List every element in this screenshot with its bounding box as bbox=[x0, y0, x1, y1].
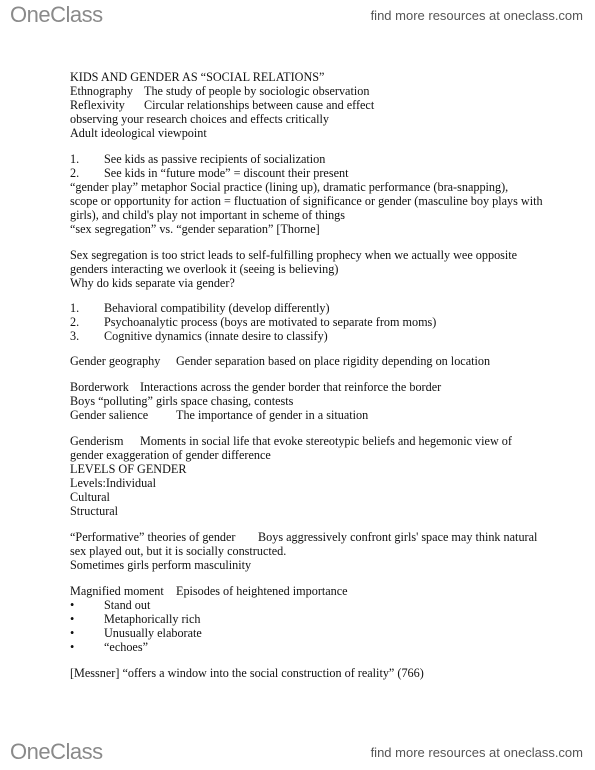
list-text: Metaphorically rich bbox=[104, 612, 201, 626]
reflexivity-definition: Circular relationships between cause and effect bbox=[144, 98, 375, 112]
oneclass-logo[interactable]: OneClass bbox=[10, 739, 103, 764]
genderism-term: Genderism bbox=[70, 434, 124, 448]
footer-tagline-link[interactable]: find more resources at oneclass.com bbox=[370, 745, 583, 760]
levels-cultural: Cultural bbox=[70, 490, 110, 504]
gender-geography-row bbox=[70, 354, 491, 368]
list-text: Stand out bbox=[104, 598, 151, 612]
reflexivity-row bbox=[70, 98, 375, 112]
segregation-line-1: Sex segregation is too strict leads to self-fulfilling prophecy when we actually wee opposite bbox=[70, 248, 518, 262]
genderism-row bbox=[70, 434, 512, 448]
list-item bbox=[70, 301, 330, 315]
why-separate-question: Why do kids separate via gender? bbox=[70, 276, 235, 290]
list-number: 2. bbox=[70, 315, 80, 329]
levels-individual: Levels:Individual bbox=[70, 476, 156, 490]
performative-line-3: Sometimes girls perform masculinity bbox=[70, 558, 252, 572]
oneclass-logo[interactable]: OneClass bbox=[10, 2, 103, 27]
list-text: Behavioral compatibility (develop differently) bbox=[104, 301, 330, 315]
bullet-icon: • bbox=[70, 626, 75, 640]
observing-line: observing your research choices and effects critically bbox=[70, 112, 329, 126]
list-item bbox=[70, 166, 349, 180]
bullet-icon: • bbox=[70, 598, 75, 612]
list-number: 2. bbox=[70, 166, 80, 180]
borderwork-definition: Interactions across the gender border that reinforce the border bbox=[140, 380, 442, 394]
gender-salience-term: Gender salience bbox=[70, 408, 149, 422]
performative-definition: Boys aggressively confront girls' space may think natural bbox=[258, 530, 538, 544]
gender-salience-definition: The importance of gender in a situation bbox=[176, 408, 369, 422]
segregation-vs-separation: “sex segregation” vs. “gender separation” [Thorne] bbox=[70, 222, 320, 236]
magnified-moment-row bbox=[70, 584, 348, 598]
ethnography-term: Ethnography bbox=[70, 84, 133, 98]
list-text: Cognitive dynamics (innate desire to classify) bbox=[104, 329, 328, 343]
list-item bbox=[70, 315, 437, 329]
page-footer bbox=[0, 737, 595, 769]
bullet-icon: • bbox=[70, 612, 75, 626]
messner-quote: [Messner] “offers a window into the social construction of reality” (766) bbox=[70, 666, 424, 680]
performative-line-2: sex played out, but it is socially constructed. bbox=[70, 544, 287, 558]
list-number: 1. bbox=[70, 301, 80, 315]
header-tagline-link[interactable]: find more resources at oneclass.com bbox=[370, 8, 583, 23]
gender-play-line-2: scope or opportunity for action = fluctuation of significance or gender (masculine boy plays with bbox=[70, 194, 543, 208]
performative-row bbox=[70, 530, 538, 544]
list-text: See kids in “future mode” = discount their present bbox=[104, 166, 349, 180]
polluting-line: Boys “polluting” girls space chasing, contests bbox=[70, 394, 294, 408]
list-text: Unusually elaborate bbox=[104, 626, 202, 640]
borderwork-term: Borderwork bbox=[70, 380, 129, 394]
borderwork-row bbox=[70, 380, 442, 394]
list-number: 3. bbox=[70, 329, 80, 343]
performative-term: “Performative” theories of gender bbox=[70, 530, 236, 544]
ethnography-row bbox=[70, 84, 370, 98]
segregation-line-2: genders interacting we overlook it (seeing is believing) bbox=[70, 262, 339, 276]
notes-title: KIDS AND GENDER AS “SOCIAL RELATIONS” bbox=[70, 70, 325, 84]
magnified-moment-term: Magnified moment bbox=[70, 584, 164, 598]
genderism-line-2: gender exaggeration of gender difference bbox=[70, 448, 271, 462]
list-item bbox=[70, 329, 328, 343]
gender-play-line-3: girls), and child's play not important in scheme of things bbox=[70, 208, 346, 222]
list-text: “echoes” bbox=[104, 640, 148, 654]
gender-salience-row bbox=[70, 408, 369, 422]
gender-geography-term: Gender geography bbox=[70, 354, 161, 368]
ethnography-definition: The study of people by sociologic observation bbox=[144, 84, 370, 98]
adult-viewpoint-line: Adult ideological viewpoint bbox=[70, 126, 207, 140]
list-number: 1. bbox=[70, 152, 80, 166]
gender-geography-definition: Gender separation based on place rigidity depending on location bbox=[176, 354, 491, 368]
list-text: Psychoanalytic process (boys are motivated to separate from moms) bbox=[104, 315, 437, 329]
page-header bbox=[0, 0, 595, 32]
levels-heading: LEVELS OF GENDER bbox=[70, 462, 187, 476]
gender-play-line-1: “gender play” metaphor Social practice (lining up), dramatic performance (bra-snapping), bbox=[70, 180, 509, 194]
magnified-moment-definition: Episodes of heightened importance bbox=[176, 584, 348, 598]
list-text: See kids as passive recipients of socialization bbox=[104, 152, 326, 166]
levels-structural: Structural bbox=[70, 504, 119, 518]
list-item bbox=[70, 152, 326, 166]
bullet-icon: • bbox=[70, 640, 75, 654]
genderism-definition: Moments in social life that evoke stereotypic beliefs and hegemonic view of bbox=[140, 434, 512, 448]
reflexivity-term: Reflexivity bbox=[70, 98, 125, 112]
